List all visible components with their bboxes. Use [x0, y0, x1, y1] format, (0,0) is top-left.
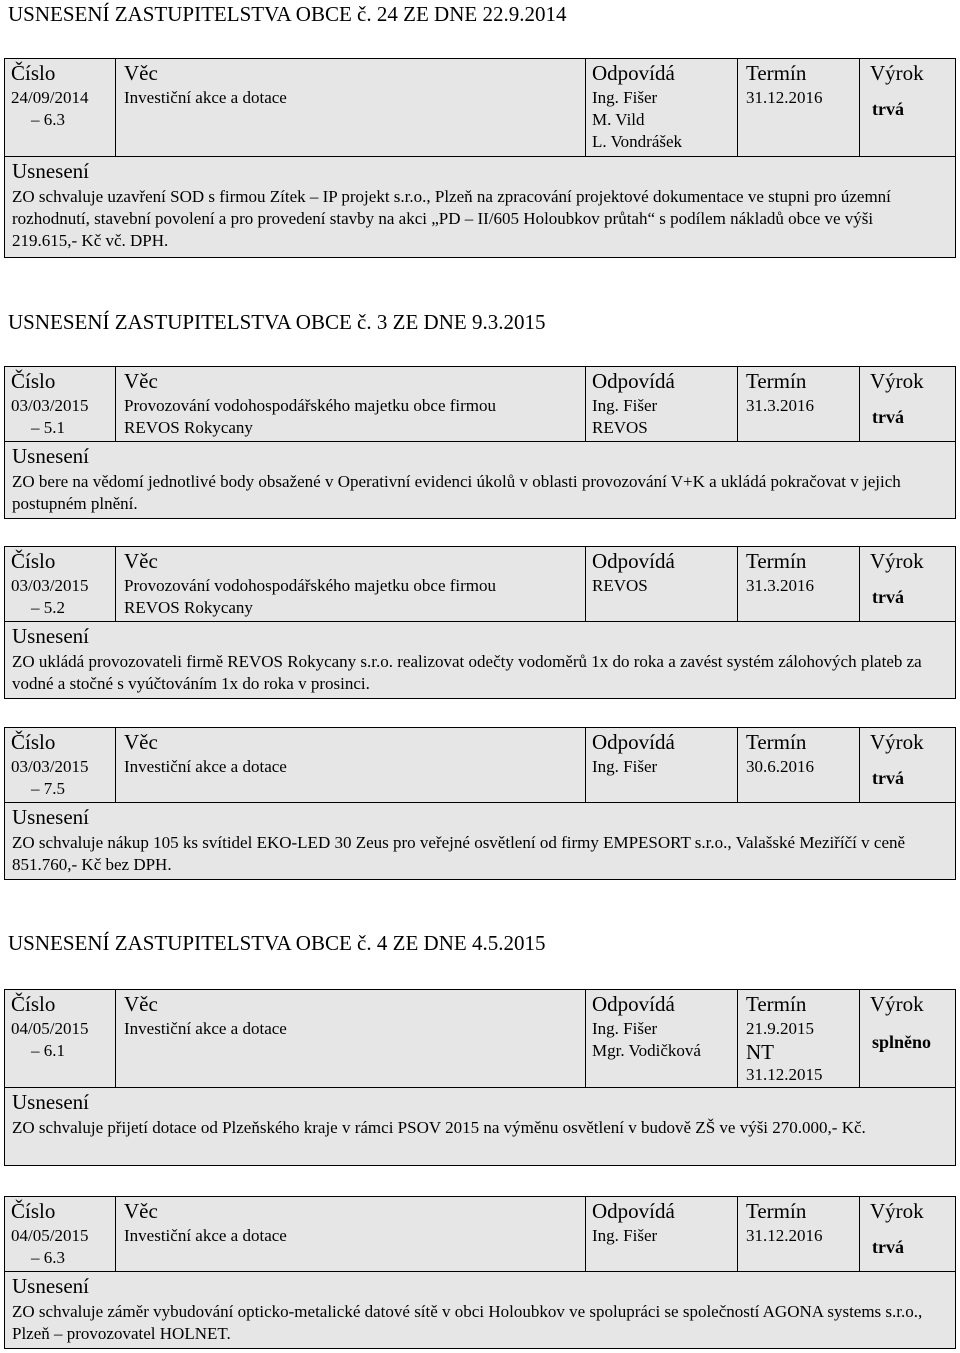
usneseni-label: Usnesení: [12, 1274, 89, 1298]
cislo-cell: [5, 1197, 115, 1271]
cislo-header: Číslo: [11, 1199, 56, 1223]
vyrok-header: Výrok: [870, 61, 924, 85]
odpovida-cell: [585, 367, 738, 441]
odpovida-header: Odpovídá: [592, 369, 675, 393]
odpovida-value: Ing. Fišer: [592, 757, 658, 776]
termin-cell: [737, 728, 860, 802]
vyrok-header: Výrok: [870, 992, 924, 1016]
vec-header: Věc: [124, 1199, 158, 1223]
usneseni-text: ZO schvaluje záměr vybudování opticko-metalické datové sítě v obci Holoubkov ve spolupráci se společností AGONA systems s.r.o., Plzeň – provozovatel HOLNET.: [12, 1302, 923, 1343]
resolution-record: [4, 727, 956, 880]
odpovida-cell: [585, 547, 738, 621]
vec-cell: [115, 59, 586, 156]
resolution-record: [4, 58, 956, 258]
usneseni-text: ZO schvaluje nákup 105 ks svítidel EKO-LED 30 Zeus pro veřejné osvětlení od firmy EMPESORT s.r.o., Valašské Meziříčí v ceně 851.760,- Kč bez DPH.: [12, 833, 906, 874]
cislo-cell: [5, 990, 115, 1087]
termin-value: 31.12.2016: [746, 88, 823, 107]
resolution-record: [4, 366, 956, 519]
record-header-row: [4, 989, 956, 1087]
section-title: USNESENÍ ZASTUPITELSTVA OBCE č. 3 ZE DNE 9.3.2015: [8, 310, 546, 334]
vec-cell: [115, 547, 586, 621]
usneseni-box: [4, 621, 956, 699]
usneseni-box: [4, 1087, 956, 1166]
vyrok-value: trvá: [872, 407, 904, 427]
odpovida-value: Ing. Fišer Mgr. Vodičková: [592, 1019, 701, 1060]
record-header-row: [4, 58, 956, 156]
cislo-header: Číslo: [11, 369, 56, 393]
termin-value: 21.9.2015 NT 31.12.2015: [746, 1019, 823, 1084]
vec-value: Investiční akce a dotace: [124, 757, 287, 776]
vyrok-cell: [859, 990, 955, 1087]
vec-header: Věc: [124, 992, 158, 1016]
resolution-record: [4, 989, 956, 1166]
record-header-row: [4, 366, 956, 441]
vec-value: Investiční akce a dotace: [124, 1226, 287, 1245]
termin-cell: [737, 547, 860, 621]
vec-cell: [115, 990, 586, 1087]
record-header-row: [4, 727, 956, 802]
vyrok-cell: [859, 59, 955, 156]
vyrok-header: Výrok: [870, 369, 924, 393]
odpovida-header: Odpovídá: [592, 61, 675, 85]
section-title: USNESENÍ ZASTUPITELSTVA OBCE č. 4 ZE DNE 4.5.2015: [8, 931, 546, 955]
usneseni-text: ZO bere na vědomí jednotlivé body obsažené v Operativní evidenci úkolů v oblasti provozování V+K a ukládá pokračovat v jejich postupném plnění.: [12, 472, 901, 513]
termin-header: Termín: [746, 1199, 807, 1223]
vyrok-header: Výrok: [870, 730, 924, 754]
cislo-header: Číslo: [11, 549, 56, 573]
usneseni-box: [4, 441, 956, 519]
usneseni-label: Usnesení: [12, 805, 89, 829]
usneseni-label: Usnesení: [12, 1090, 89, 1114]
resolution-record: [4, 546, 956, 699]
section-title: USNESENÍ ZASTUPITELSTVA OBCE č. 24 ZE DNE 22.9.2014: [8, 2, 567, 26]
cislo-value: 03/03/2015 – 5.1: [11, 396, 89, 437]
vec-value: Investiční akce a dotace: [124, 1019, 287, 1038]
termin-value: 30.6.2016: [746, 757, 814, 776]
resolution-record: [4, 1196, 956, 1349]
odpovida-cell: [585, 59, 738, 156]
odpovida-header: Odpovídá: [592, 549, 675, 573]
vyrok-cell: [859, 1197, 955, 1271]
odpovida-header: Odpovídá: [592, 1199, 675, 1223]
cislo-value: 03/03/2015 – 5.2: [11, 576, 89, 617]
usneseni-text: ZO schvaluje uzavření SOD s firmou Zítek – IP projekt s.r.o., Plzeň na zpracování projektové dokumentace ve stupni pro územní rozhodnutí, stavební povolení a pro provedení stavby na akci „PD – II/605 Holoubkov průtah“ s podílem nákladů obce ve výši 219.615,- Kč vč. DPH.: [12, 187, 891, 250]
termin-header: Termín: [746, 549, 807, 573]
cislo-header: Číslo: [11, 61, 56, 85]
vec-header: Věc: [124, 369, 158, 393]
termin-cell: [737, 1197, 860, 1271]
vyrok-value: trvá: [872, 99, 904, 119]
odpovida-header: Odpovídá: [592, 730, 675, 754]
cislo-cell: [5, 728, 115, 802]
vyrok-value: trvá: [872, 587, 904, 607]
vyrok-header: Výrok: [870, 1199, 924, 1223]
termin-header: Termín: [746, 992, 807, 1016]
cislo-cell: [5, 547, 115, 621]
termin-value: 31.3.2016: [746, 396, 814, 415]
vec-header: Věc: [124, 61, 158, 85]
vyrok-cell: [859, 367, 955, 441]
vec-value: Investiční akce a dotace: [124, 88, 287, 107]
termin-cell: [737, 990, 860, 1087]
termin-header: Termín: [746, 730, 807, 754]
vec-value: Provozování vodohospodářského majetku obce firmou REVOS Rokycany: [124, 576, 497, 617]
vec-value: Provozování vodohospodářského majetku obce firmou REVOS Rokycany: [124, 396, 497, 437]
vyrok-cell: [859, 547, 955, 621]
odpovida-value: Ing. Fišer REVOS: [592, 396, 658, 437]
cislo-value: 04/05/2015 – 6.3: [11, 1226, 89, 1267]
vec-header: Věc: [124, 730, 158, 754]
cislo-value: 24/09/2014 – 6.3: [11, 88, 89, 129]
usneseni-box: [4, 1271, 956, 1349]
odpovida-value: REVOS: [592, 576, 648, 595]
vec-header: Věc: [124, 549, 158, 573]
cislo-header: Číslo: [11, 730, 56, 754]
usneseni-text: ZO ukládá provozovateli firmě REVOS Rokycany s.r.o. realizovat odečty vodoměrů 1x do roka a zavést systém zálohových plateb za vodné a stočné s vyúčtováním 1x do roka v prosinci.: [12, 652, 922, 693]
termin-value: 31.3.2016: [746, 576, 814, 595]
usneseni-text: ZO schvaluje přijetí dotace od Plzeňského kraje v rámci PSOV 2015 na výměnu osvětlení v budově ZŠ ve výši 270.000,- Kč.: [12, 1118, 866, 1137]
vyrok-value: splněno: [872, 1032, 932, 1052]
usneseni-label: Usnesení: [12, 624, 89, 648]
usneseni-label: Usnesení: [12, 444, 89, 468]
termin-cell: [737, 59, 860, 156]
termin-header: Termín: [746, 369, 807, 393]
vyrok-value: trvá: [872, 1237, 904, 1257]
cislo-header: Číslo: [11, 992, 56, 1016]
record-header-row: [4, 1196, 956, 1271]
usneseni-box: [4, 156, 956, 258]
vec-cell: [115, 728, 586, 802]
vyrok-value: trvá: [872, 768, 904, 788]
cislo-cell: [5, 367, 115, 441]
usneseni-box: [4, 802, 956, 880]
odpovida-cell: [585, 1197, 738, 1271]
odpovida-cell: [585, 990, 738, 1087]
termin-value: 31.12.2016: [746, 1226, 823, 1245]
record-header-row: [4, 546, 956, 621]
termin-header: Termín: [746, 61, 807, 85]
usneseni-label: Usnesení: [12, 159, 89, 183]
cislo-cell: [5, 59, 115, 156]
odpovida-cell: [585, 728, 738, 802]
vyrok-cell: [859, 728, 955, 802]
odpovida-header: Odpovídá: [592, 992, 675, 1016]
cislo-value: 04/05/2015 – 6.1: [11, 1019, 89, 1060]
odpovida-value: Ing. Fišer M. Vild L. Vondrášek: [592, 88, 683, 151]
cislo-value: 03/03/2015 – 7.5: [11, 757, 89, 798]
vyrok-header: Výrok: [870, 549, 924, 573]
odpovida-value: Ing. Fišer: [592, 1226, 658, 1245]
vec-cell: [115, 1197, 586, 1271]
termin-cell: [737, 367, 860, 441]
vec-cell: [115, 367, 586, 441]
